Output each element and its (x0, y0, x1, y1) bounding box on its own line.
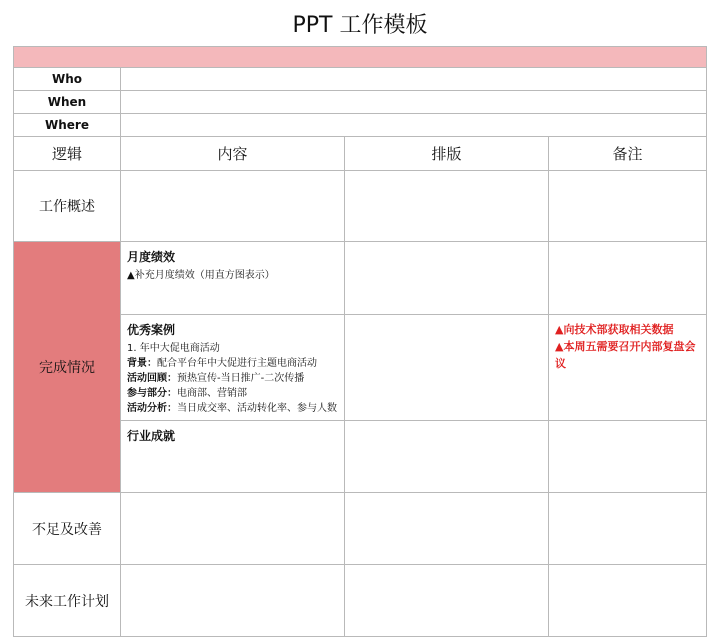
future-layout-cell[interactable] (345, 565, 549, 637)
template-table (13, 46, 707, 637)
cases-heading: 优秀案例 (127, 323, 176, 337)
monthly-heading: 月度绩效 (127, 250, 176, 264)
pink-header-bar (14, 47, 707, 68)
header-logic: 逻辑 (14, 137, 121, 171)
cases-layout-cell[interactable] (345, 315, 549, 421)
where-field[interactable] (121, 114, 707, 137)
who-row (14, 68, 707, 91)
where-label: Where (14, 114, 121, 137)
cases-review (127, 371, 338, 386)
industry-notes-cell[interactable] (549, 421, 707, 493)
when-label: When (14, 91, 121, 114)
note-1: ▲向技术部获取相关数据 (555, 323, 674, 336)
completion-label: 完成情况 (14, 242, 121, 493)
cases-notes-cell[interactable] (549, 315, 707, 421)
overview-notes-cell[interactable] (549, 171, 707, 242)
bg-label: 背景： (127, 358, 157, 369)
note-2: ▲本周五需要召开内部复盘会议 (555, 340, 696, 370)
analysis-label: 活动分析： (127, 403, 177, 414)
who-field[interactable] (121, 68, 707, 91)
parts-text: 电商部、营销部 (177, 388, 247, 399)
cases-background (127, 356, 338, 371)
future-notes-cell[interactable] (549, 565, 707, 637)
page-title: PPT 工作模板 (292, 13, 428, 38)
future-row (14, 565, 707, 637)
who-label: Who (14, 68, 121, 91)
shortfall-row (14, 493, 707, 565)
header-bar-row (14, 47, 707, 68)
parts-label: 参与部分： (127, 388, 177, 399)
monthly-row (14, 242, 707, 315)
industry-content-cell[interactable] (121, 421, 345, 493)
cases-content-cell[interactable] (121, 315, 345, 421)
overview-layout-cell[interactable] (345, 171, 549, 242)
header-layout: 排版 (345, 137, 549, 171)
cases-item-1: 1. 年中大促电商活动 (127, 343, 220, 354)
shortfall-label: 不足及改善 (14, 493, 121, 565)
review-text: 预热宣传-当日推广-二次传播 (177, 373, 305, 384)
analysis-text: 当日成交率、活动转化率、参与人数 (177, 403, 337, 414)
monthly-line: ▲补充月度绩效（用直方图表示） (127, 270, 275, 281)
future-label: 未来工作计划 (14, 565, 121, 637)
bg-text: 配合平台年中大促进行主题电商活动 (157, 358, 317, 369)
overview-row (14, 171, 707, 242)
review-label: 活动回顾： (127, 373, 177, 384)
monthly-layout-cell[interactable] (345, 242, 549, 315)
shortfall-notes-cell[interactable] (549, 493, 707, 565)
header-notes: 备注 (549, 137, 707, 171)
where-row (14, 114, 707, 137)
when-field[interactable] (121, 91, 707, 114)
monthly-notes-cell[interactable] (549, 242, 707, 315)
industry-layout-cell[interactable] (345, 421, 549, 493)
future-content-cell[interactable] (121, 565, 345, 637)
overview-content-cell[interactable] (121, 171, 345, 242)
industry-heading: 行业成就 (127, 429, 176, 443)
overview-label: 工作概述 (14, 171, 121, 242)
cases-analysis (127, 401, 338, 416)
cases-parts (127, 386, 338, 401)
monthly-content-cell[interactable] (121, 242, 345, 315)
header-content: 内容 (121, 137, 345, 171)
shortfall-content-cell[interactable] (121, 493, 345, 565)
when-row (14, 91, 707, 114)
shortfall-layout-cell[interactable] (345, 493, 549, 565)
column-header-row (14, 137, 707, 171)
